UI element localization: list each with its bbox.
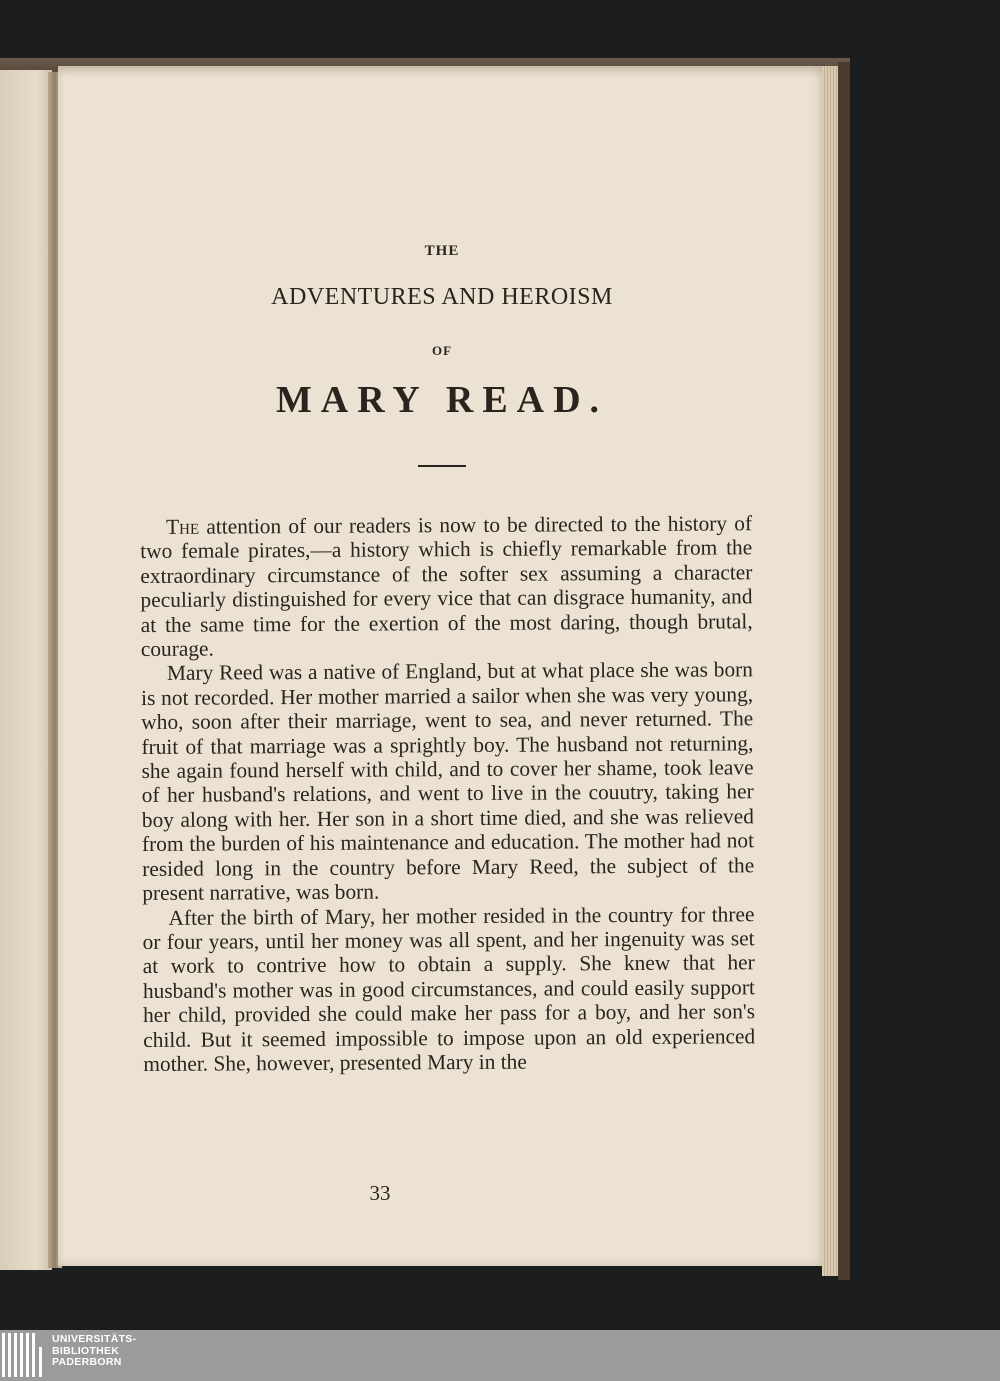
library-logo-icon xyxy=(2,1333,44,1377)
heading-name: MARY READ. xyxy=(275,379,609,421)
page-number: 33 xyxy=(369,1181,391,1205)
paragraph-2: Mary Reed was a native of England, but at what place she was born is not recorded. Her mother married a sailor when she was very young, who, soon after their marriage, went to sea, and never returned. The fruit of that marriage was a sprightly boy. The husband not returning, she again found herself with child, and to cover her shame, took leave of her husband's relations, and went to live in the couutry, taking her boy along with her. Her son in a short time died, and she was relieved from the burden of his maintenance and education. The mother had not resided long in the country before Mary Reed, the subject of the present narrative, was born. xyxy=(141,657,755,906)
logo-line-1: UNIVERSITÄTS- xyxy=(52,1333,137,1345)
body-text xyxy=(140,511,755,1076)
book-cover-right xyxy=(838,62,850,1280)
library-logo-text xyxy=(52,1334,136,1369)
logo-line-2: BIBLIOTHEK xyxy=(52,1344,120,1357)
heading-title: ADVENTURES AND HEROISM xyxy=(271,284,613,310)
heading-of: OF xyxy=(431,343,453,358)
paragraph-1 xyxy=(140,511,753,661)
logo-line-3: PADERBORN xyxy=(52,1356,122,1368)
paragraph-1-lead: The xyxy=(165,514,200,539)
footer-bar xyxy=(0,1330,1000,1381)
paragraph-3: After the birth of Mary, her mother resided in the country for three or four years, until her money was all spent, and her ingenuity was set at work to contrive how to obtain a supply. She knew that her husband's mother was in good circumstances, and could easily support her child, provided she could make her pass for a boy, and her son's child. But it seemed impossible to impose upon an old experienced mother. She, however, presented Mary in the xyxy=(142,901,756,1076)
title-rule xyxy=(418,465,466,467)
paragraph-1-text: attention of our readers is now to be directed to the history of two female pirates,—a history which is chiefly remarkable from the extraordinary circumstance of the softer sex assuming a character peculiarly distinguished for every vice that can disgrace humanity, and at the same time for the exertion of the most daring, though brutal, courage. xyxy=(140,511,753,662)
left-page xyxy=(0,70,52,1270)
heading-the: THE xyxy=(424,243,460,259)
